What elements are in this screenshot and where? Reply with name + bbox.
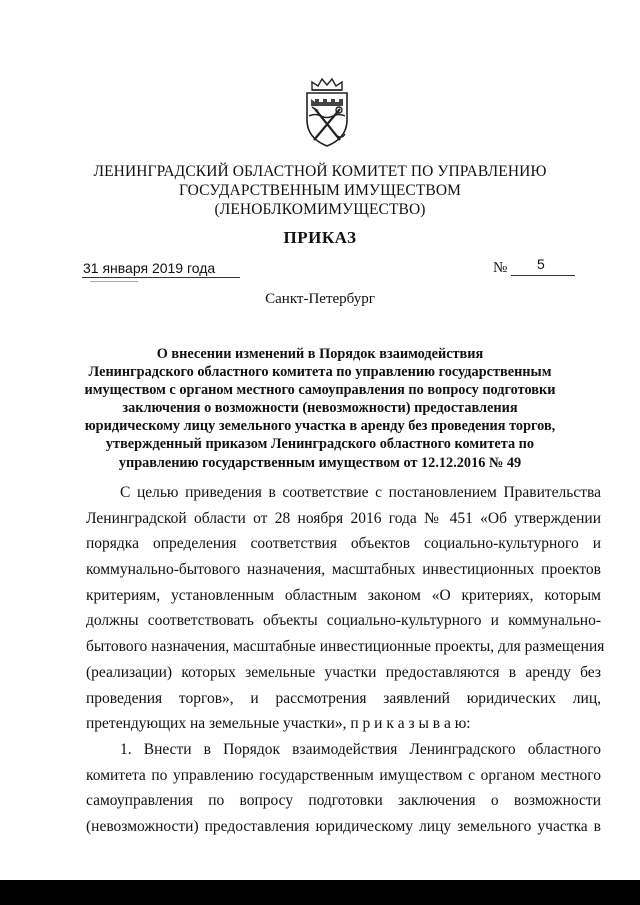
- scan-bottom-edge: [0, 880, 640, 905]
- body-line: должны соответствовать объекты социально-культурного и коммунально-: [86, 612, 601, 630]
- body-line: (реализации) которых земельные участки предоставляются в аренду без: [86, 663, 601, 681]
- body-line: претендующих на земельные участки», п р и к а з ы в а ю:: [86, 715, 471, 733]
- document-type: ПРИКАЗ: [283, 228, 357, 247]
- coat-of-arms-icon: [298, 76, 356, 150]
- document-number-field: [493, 256, 575, 278]
- body-line: 1. Внести в Порядок взаимодействия Ленинградского областного: [120, 740, 601, 758]
- title-line: утвержденный приказом Ленинградского областного комитета по: [105, 436, 535, 453]
- body-line: Ленинградской области от 28 ноября 2016 года № 451 «Об утверждении: [86, 509, 601, 527]
- organization-name-line-2: ГОСУДАРСТВЕННЫМ ИМУЩЕСТВОМ: [178, 182, 462, 199]
- title-line: Ленинградского областного комитета по управлению государственным: [88, 364, 552, 381]
- body-line: самоуправления по вопросу подготовки заключения о возможности: [86, 792, 601, 810]
- body-line: критериям, установленным областным законом «О критериях, которым: [86, 586, 601, 604]
- body-line: (невозможности) предоставления юридическому лицу земельного участка в: [86, 817, 601, 835]
- number-underline: [511, 275, 575, 276]
- body-line: комитета по управлению государственным имуществом с органом местного: [86, 766, 601, 784]
- organization-abbreviation: (ЛЕНОБЛКОМИМУЩЕСТВО): [214, 201, 426, 218]
- document-number: 5: [537, 256, 545, 272]
- body-line: порядка определения соответствия объектов социально-культурного и: [86, 535, 601, 553]
- title-line: заключения о возможности (невозможности) предоставления: [122, 400, 518, 417]
- body-line: проведения торгов», и рассмотрения заявлений юридических лиц,: [86, 689, 601, 707]
- title-line: имуществом с органом местного самоуправления по вопросу подготовки: [84, 382, 556, 399]
- body-line: бытового назначения, масштабные инвестиционные проекты, для размещения: [86, 638, 605, 656]
- body-line: коммунально-бытового назначения, масштабных инвестиционных проектов: [86, 561, 601, 579]
- document-body: [86, 480, 605, 840]
- body-line: С целью приведения в соответствие с постановлением Правительства: [120, 484, 601, 501]
- document-title: [40, 345, 600, 472]
- title-line: О внесении изменений в Порядок взаимодействия: [156, 346, 484, 362]
- number-sign: №: [493, 260, 508, 276]
- title-line: юридическому лицу земельного участка в аренду без проведения торгов,: [84, 418, 556, 435]
- organization-name-line-1: ЛЕНИНГРАДСКИЙ ОБЛАСТНОЙ КОМИТЕТ ПО УПРАВЛЕНИЮ: [93, 163, 547, 180]
- title-line: управлению государственным имуществом от 12.12.2016 № 49: [118, 454, 522, 471]
- document-date: 31 января 2019 года: [83, 260, 216, 276]
- date-underline: [90, 281, 138, 282]
- document-date-field: [82, 258, 240, 278]
- document-city: Санкт-Петербург: [265, 291, 375, 307]
